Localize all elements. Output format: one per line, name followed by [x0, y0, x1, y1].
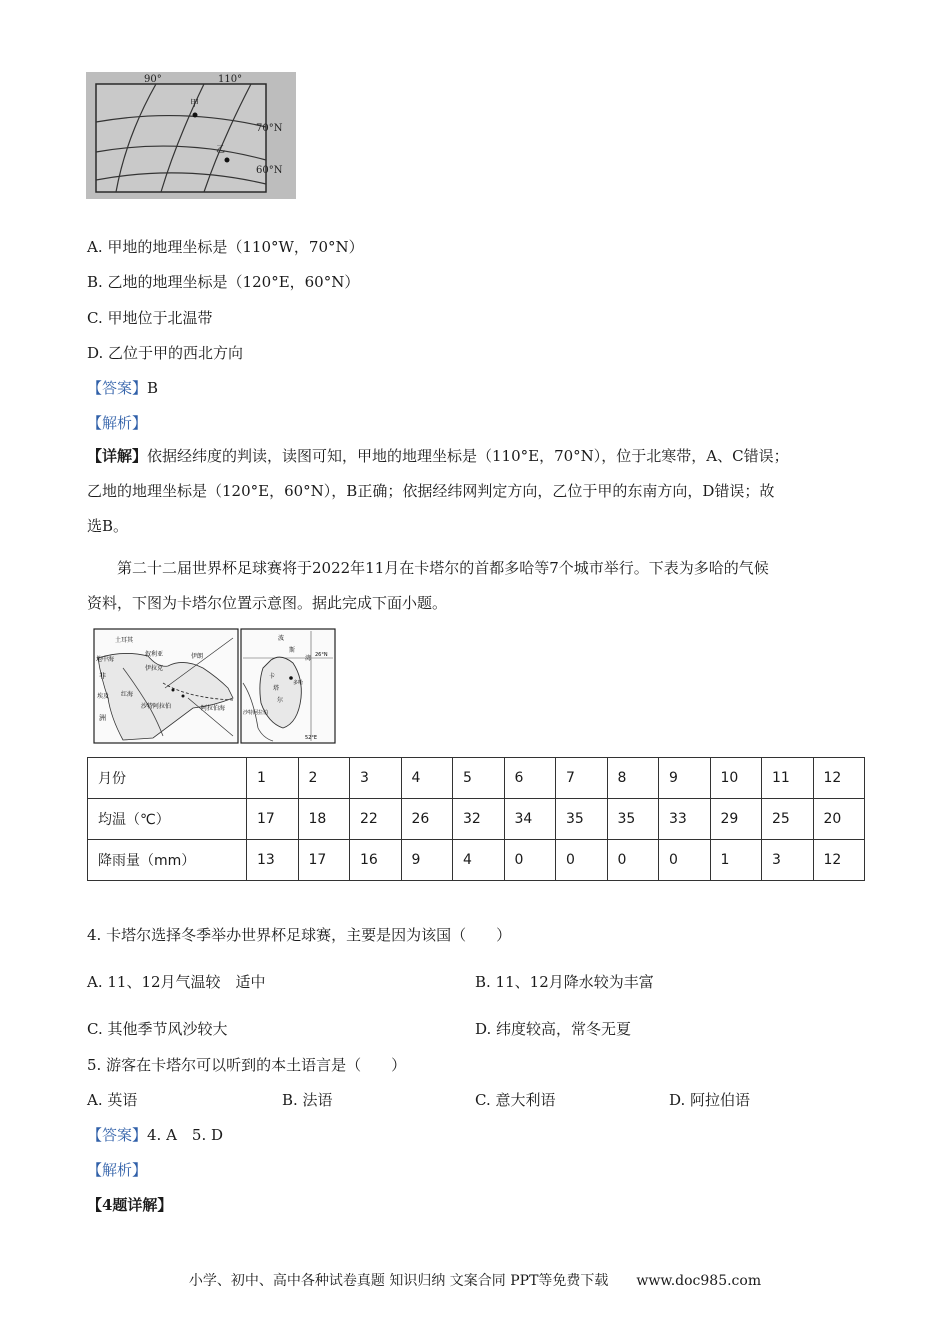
label-60n: 60°N [256, 165, 283, 176]
svg-text:土耳其: 土耳其 [115, 637, 134, 644]
table-cell: 17 [247, 799, 299, 840]
row-label: 月份 [88, 758, 247, 799]
q4-stem: 4. 卡塔尔选择冬季举办世界杯足球赛，主要是因为该国（ ） [87, 926, 512, 944]
q5-option-d: D. 阿拉伯语 [669, 1091, 751, 1109]
table-row [88, 758, 865, 799]
svg-text:红海: 红海 [121, 691, 134, 698]
table-cell: 18 [298, 799, 350, 840]
svg-text:非: 非 [99, 672, 106, 680]
svg-text:斯: 斯 [289, 647, 296, 654]
table-cell: 22 [350, 799, 402, 840]
svg-text:卡: 卡 [269, 673, 276, 680]
latlong-grid-svg [86, 72, 296, 199]
table-cell: 16 [350, 840, 402, 881]
label-90: 90° [144, 74, 162, 85]
q3-detail-line-2: 乙地的地理坐标是（120°E，60°N），B正确；依据经纬网判定方向，乙位于甲的东南方向，D错误；故 [87, 482, 775, 500]
table-cell: 32 [453, 799, 505, 840]
qatar-location-map [93, 628, 338, 744]
svg-text:伊朗: 伊朗 [191, 653, 204, 660]
q3-detail-line-3: 选B。 [87, 517, 129, 535]
intro-paragraph [87, 551, 867, 621]
q4-option-d: D. 纬度较高，常冬无夏 [475, 1020, 632, 1038]
table-cell: 12 [813, 840, 865, 881]
svg-text:52°E: 52°E [305, 735, 318, 741]
svg-text:湾: 湾 [305, 655, 312, 662]
q3-option-a: A. 甲地的地理坐标是（110°W，70°N） [87, 238, 364, 256]
svg-text:尔: 尔 [277, 697, 284, 704]
table-cell: 0 [607, 840, 659, 881]
q4-option-a: A. 11、12月气温较 适中 [87, 973, 266, 991]
label-110: 110° [218, 74, 243, 85]
intro-line-1: 第二十二届世界杯足球赛将于2022年11月在卡塔尔的首都多哈等7个城市举行。下表为多哈的气候 [117, 559, 769, 577]
q4-option-b: B. 11、12月降水较为丰富 [475, 973, 654, 991]
svg-text:沙特阿拉伯: 沙特阿拉伯 [141, 703, 172, 710]
table-cell: 1 [710, 840, 762, 881]
table-row [88, 799, 865, 840]
table-cell: 4 [401, 758, 453, 799]
table-cell: 0 [659, 840, 711, 881]
svg-text:波: 波 [278, 635, 285, 642]
q5-option-a: A. 英语 [87, 1091, 138, 1109]
table-cell: 9 [659, 758, 711, 799]
answer-tag: 【答案】 [87, 379, 148, 397]
table-cell: 35 [607, 799, 659, 840]
table-cell: 17 [298, 840, 350, 881]
latlong-grid-figure [86, 72, 296, 199]
table-cell: 20 [813, 799, 865, 840]
q3-option-b: B. 乙地的地理坐标是（120°E，60°N） [87, 273, 360, 291]
answer-tag: 【答案】 [87, 1126, 148, 1144]
point-yi [225, 158, 230, 163]
answer-value: 4. A 5. D [147, 1126, 224, 1144]
table-cell: 4 [453, 840, 505, 881]
q4-detail-tag: 【4题详解】 [87, 1196, 173, 1214]
q3-option-c: C. 甲地位于北温带 [87, 309, 213, 327]
svg-text:沙特阿拉伯: 沙特阿拉伯 [243, 710, 269, 716]
q3-analysis-tag: 【解析】 [87, 414, 148, 432]
table-cell: 7 [556, 758, 608, 799]
q3-option-d: D. 乙位于甲的西北方向 [87, 344, 244, 362]
svg-text:地中海: 地中海 [96, 656, 115, 663]
q4-option-c: C. 其他季节风沙较大 [87, 1020, 228, 1038]
table-cell: 1 [247, 758, 299, 799]
table-cell: 35 [556, 799, 608, 840]
label-yi: 乙 [216, 145, 226, 155]
table-cell: 3 [350, 758, 402, 799]
svg-text:塔: 塔 [273, 685, 280, 692]
table-cell: 10 [710, 758, 762, 799]
table-cell: 25 [762, 799, 814, 840]
table-cell: 5 [453, 758, 505, 799]
table-cell: 29 [710, 799, 762, 840]
q45-analysis-tag: 【解析】 [87, 1161, 148, 1179]
table-row [88, 840, 865, 881]
table-cell: 8 [607, 758, 659, 799]
q3-detail-line-1: 【详解】依据经纬度的判读，读图可知，甲地的地理坐标是（110°E，70°N），位于北寒带，A、C错误； [87, 447, 789, 465]
q5-option-c: C. 意大利语 [475, 1091, 556, 1109]
intro-line-2: 资料，下图为卡塔尔位置示意图。据此完成下面小题。 [87, 594, 448, 612]
table-cell: 12 [813, 758, 865, 799]
point-jia [193, 113, 198, 118]
table-cell: 0 [556, 840, 608, 881]
table-cell: 26 [401, 799, 453, 840]
doha-climate-table [87, 757, 865, 881]
row-label: 均温（℃） [88, 799, 247, 840]
svg-text:阿拉伯海: 阿拉伯海 [201, 705, 226, 712]
q3-detail [87, 439, 867, 544]
table-cell: 9 [401, 840, 453, 881]
answer-value: B [147, 379, 159, 397]
table-cell: 13 [247, 840, 299, 881]
svg-text:26°N: 26°N [315, 652, 328, 658]
qatar-map-svg [93, 628, 338, 744]
q3-answer [87, 377, 158, 398]
table-cell: 34 [504, 799, 556, 840]
page-footer: 小学、初中、高中各种试卷真题 知识归纳 文案合同 PPT等免费下载 www.doc985.com [188, 1273, 762, 1289]
table-cell: 33 [659, 799, 711, 840]
svg-text:埃及: 埃及 [97, 693, 110, 700]
row-label: 降雨量（mm） [88, 840, 247, 881]
q5-option-b: B. 法语 [282, 1091, 333, 1109]
svg-text:伊拉克: 伊拉克 [145, 665, 164, 672]
table-cell: 6 [504, 758, 556, 799]
svg-text:叙利亚: 叙利亚 [145, 651, 164, 658]
svg-text:洲: 洲 [99, 714, 106, 722]
q45-answer [87, 1124, 223, 1145]
table-cell: 3 [762, 840, 814, 881]
table-cell: 11 [762, 758, 814, 799]
svg-text:多哈: 多哈 [293, 680, 304, 686]
q5-stem: 5. 游客在卡塔尔可以听到的本土语言是（ ） [87, 1056, 407, 1074]
table-cell: 2 [298, 758, 350, 799]
detail-tag: 【详解】 [87, 447, 148, 465]
table-cell: 0 [504, 840, 556, 881]
label-jia: 甲 [190, 99, 200, 109]
label-70n: 70°N [256, 123, 283, 134]
